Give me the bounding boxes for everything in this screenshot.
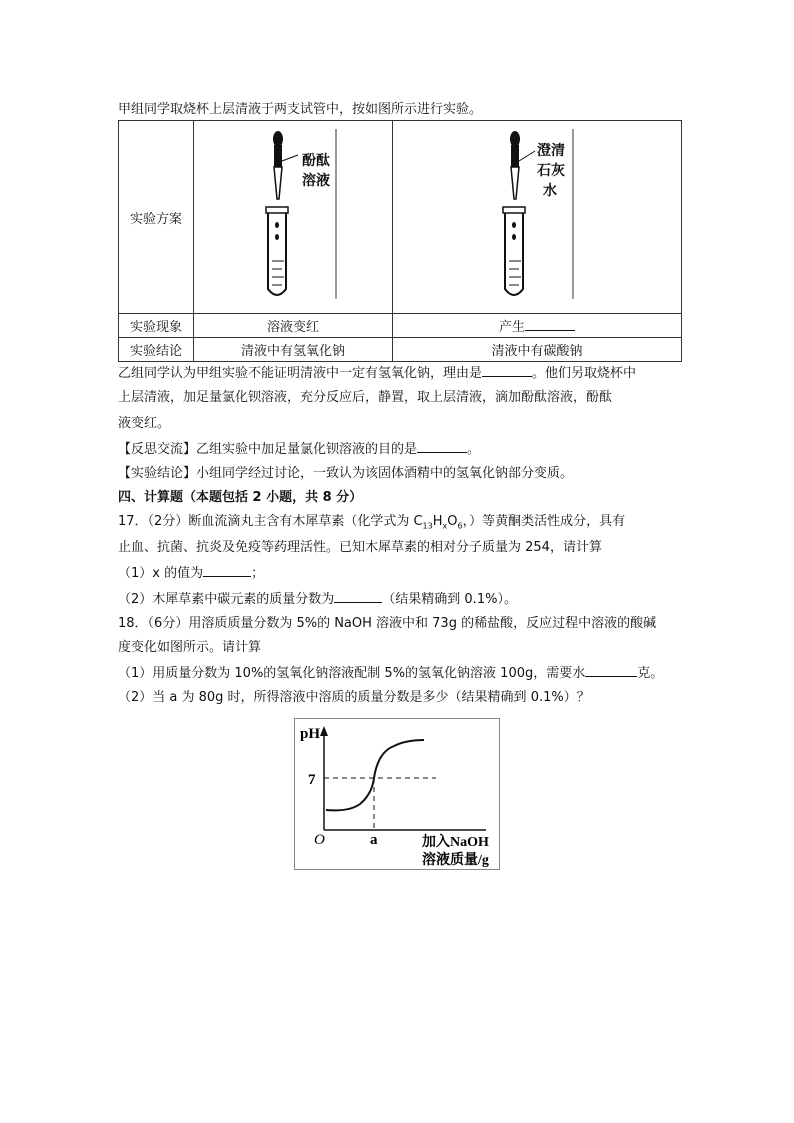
origin-label: O: [314, 832, 325, 848]
para1-line2: 上层清液，加足量氯化钡溶液，充分反应后，静置，取上层清液，滴加酚酞溶液，酚酞: [118, 390, 613, 405]
dropper-tube-icon: [194, 121, 392, 309]
x-axis-label-2: 溶液质量/g: [422, 853, 489, 868]
section-heading: 四、计算题（本题包括 2 小题，共 8 分）: [118, 490, 363, 505]
answer-blank: [203, 562, 251, 577]
reflect-line: 【反思交流】乙组实验中加足量氯化钡溶液的目的是 。: [118, 438, 480, 460]
row-label-phenomenon: 实验现象: [119, 314, 194, 338]
para1-line3: 液变红。: [118, 416, 171, 431]
answer-blank: [417, 438, 467, 453]
q17-part2: （2）木犀草素中碳元素的质量分数为 （结果精确到 0.1%）。: [118, 588, 517, 610]
ph-curve: [326, 740, 424, 810]
para1-line1: 乙组同学认为甲组实验不能证明清液中一定有氢氧化钠，理由是 。他们另取烧杯中: [118, 362, 636, 384]
q18-part2: （2）当 a 为 80g 时，所得溶液中溶质的质量分数是多少（结果精确到 0.1%）？: [118, 690, 590, 705]
q17-part1: （1）x 的值为 ；: [118, 562, 264, 584]
q17-line2: 止血、抗菌、抗炎及免疫等药理活性。已知木犀草素的相对分子质量为 254，请计算: [118, 540, 602, 555]
right-apparatus: [393, 121, 682, 314]
right-phenomenon: 产生: [393, 314, 682, 338]
y-tick-7: 7: [308, 772, 316, 788]
answer-blank: [525, 316, 575, 331]
right-conclusion: 清液中有碳酸钠: [393, 338, 682, 362]
left-phenomenon: 溶液变红: [194, 314, 393, 338]
row-label-conclusion: 实验结论: [119, 338, 194, 362]
left-reagent-label-2: 溶液: [302, 173, 330, 189]
right-reagent-label-3: 水: [543, 183, 557, 199]
left-apparatus: [194, 121, 393, 314]
row-label-plan: 实验方案: [119, 121, 194, 314]
right-reagent-label: 澄清: [537, 143, 565, 159]
x-tick-a: a: [370, 832, 378, 848]
x-axis-label-1: 加入NaOH: [422, 835, 489, 850]
conclusion-line: 【实验结论】小组同学经过讨论，一致认为该固体酒精中的氢氧化钠部分变质。: [118, 466, 574, 481]
left-reagent-label: 酚酞: [302, 153, 330, 169]
answer-blank: [482, 362, 532, 377]
y-axis-arrow: [320, 726, 328, 736]
intro-text: 甲组同学取烧杯上层清液于两支试管中，按如图所示进行实验。: [118, 102, 483, 117]
q18-line1: 18．（6分）用溶质质量分数为 5%的 NaOH 溶液中和 73g 的稀盐酸，反应过程中溶液的酸碱: [118, 616, 657, 631]
q18-line2: 度变化如图所示。请计算: [118, 640, 262, 655]
right-reagent-label-2: 石灰: [537, 163, 565, 179]
q18-part1: （1）用质量分数为 10%的氢氧化钠溶液配制 5%的氢氧化钠溶液 100g，需要水 克。: [118, 662, 663, 684]
answer-blank: [585, 662, 637, 677]
q17-line1: 17．（2分）断血流滴丸主含有木犀草素（化学式为 $C_{13}H_xO_6$，）等黄酮类活性成分，具有: [118, 514, 626, 531]
ph-curve-chart: [294, 718, 500, 870]
left-conclusion: 清液中有氢氧化钠: [194, 338, 393, 362]
answer-blank: [334, 588, 382, 603]
y-axis-label: pH: [300, 726, 321, 742]
experiment-table: [118, 120, 682, 362]
